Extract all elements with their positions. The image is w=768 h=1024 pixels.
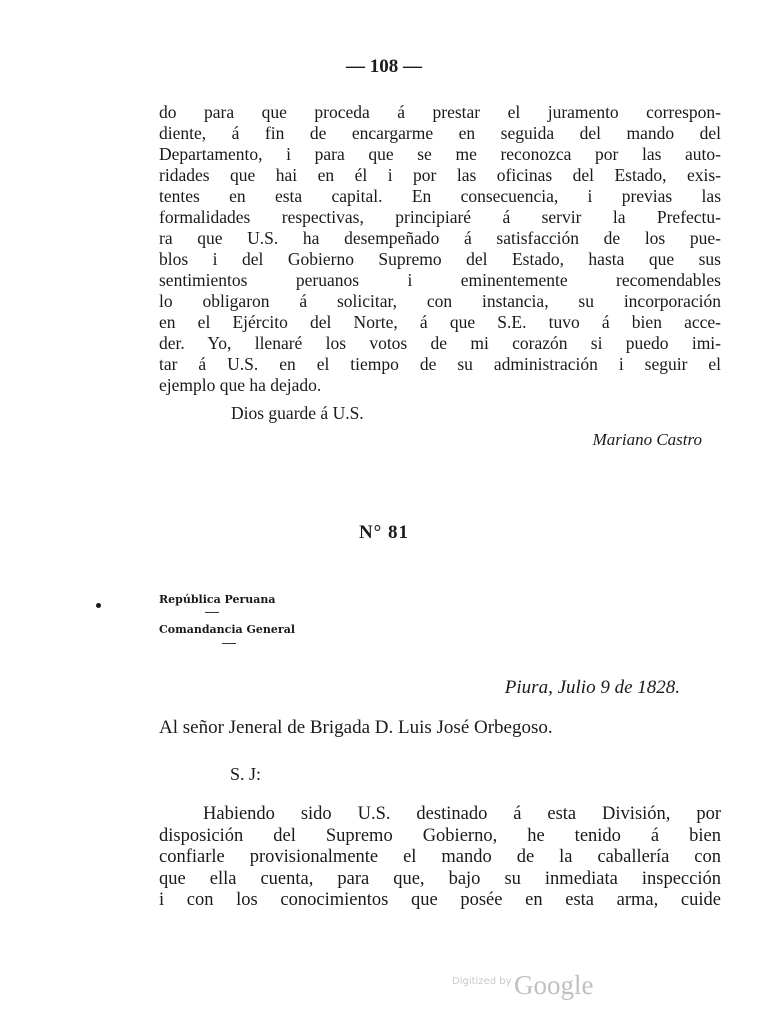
letterhead-command: Comandancia General [159, 623, 295, 636]
signature: Mariano Castro [592, 430, 702, 449]
text-line: tentes en esta capital. En consecuencia, i previas las [159, 186, 721, 206]
page-number: — 108 — [346, 56, 422, 77]
divider [205, 612, 219, 613]
text-line: der. Yo, llenaré los votos de mi corazón si puedo imi- [159, 333, 721, 353]
text-line: ridades que hai en él i por las oficinas del Estado, exis- [159, 165, 721, 185]
text-line: i con los conocimientos que posée en esta arma, cuide [159, 890, 721, 910]
text-line: Habiendo sido U.S. destinado á esta División, por [203, 804, 721, 824]
text-line: tar á U.S. en el tiempo de su administración i seguir el [159, 354, 721, 374]
text-line: do para que proceda á prestar el juramento correspon- [159, 102, 721, 122]
salutation: S. J: [230, 764, 262, 784]
addressee: Al señor Jeneral de Brigada D. Luis José Orbegoso. [159, 717, 553, 738]
letterhead-republic: República Peruana [159, 593, 276, 606]
text-line: sentimientos peruanos i eminentemente recomendables [159, 270, 721, 290]
paragraph-continued [159, 102, 721, 396]
text-line: disposición del Supremo Gobierno, he tenido á bien [159, 825, 721, 846]
text-line: lo obligaron á solicitar, con instancia, su incorporación [159, 291, 721, 311]
bullet-mark [96, 603, 101, 608]
closing-formula: Dios guarde á U.S. [231, 403, 364, 423]
paragraph-body [159, 804, 721, 912]
text-line: ejemplo que ha dejado. [159, 375, 322, 395]
divider [222, 643, 236, 644]
text-line: ra que U.S. ha desempeñado á satisfacción de los pue- [159, 228, 721, 248]
text-line: blos i del Gobierno Supremo del Estado, hasta que sus [159, 249, 721, 269]
text-line: diente, á fin de encargarme en seguida del mando del [159, 123, 721, 143]
google-watermark: Google [514, 970, 594, 1000]
dateline: Piura, Julio 9 de 1828. [504, 677, 680, 698]
text-line: en el Ejército del Norte, á que S.E. tuvo á bien acce- [159, 312, 721, 332]
text-line: formalidades respectivas, principiaré á servir la Prefectu- [159, 207, 721, 227]
text-line: confiarle provisionalmente el mando de la caballería con [159, 847, 721, 867]
digitized-by-label: Digitized by [452, 976, 512, 987]
text-line: que ella cuenta, para que, bajo su inmediata inspección [159, 868, 721, 889]
document-number: N° 81 [358, 522, 410, 543]
text-line: Departamento, i para que se me reconozca por las auto- [159, 144, 721, 164]
